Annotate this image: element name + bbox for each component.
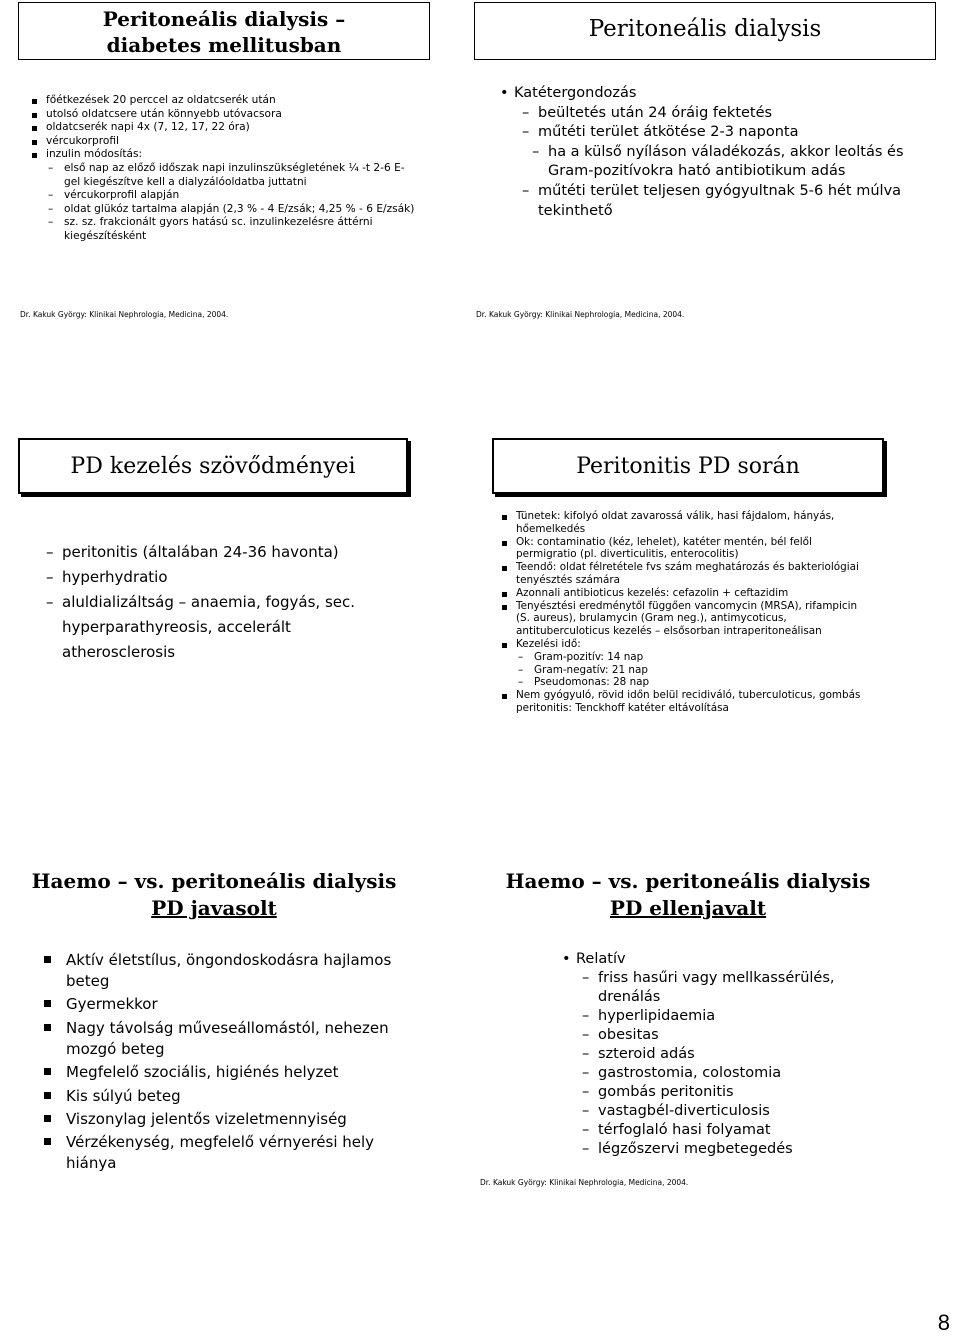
slide-title: Peritoneális dialysis bbox=[588, 16, 822, 42]
sub-list-item: – vastagbél-diverticulosis bbox=[598, 1102, 886, 1121]
slide-footer: Dr. Kakuk György: Klinikai Nephrologia, Medicina, 2004. bbox=[20, 310, 229, 319]
slide-pd-indicated bbox=[18, 866, 410, 1186]
slide-title-box bbox=[492, 438, 884, 494]
bullet-list bbox=[62, 540, 392, 665]
list-item: főétkezések 20 perccel az oldatcserék után bbox=[46, 94, 416, 108]
slide-title-box bbox=[18, 2, 430, 60]
sub-list-item: – műtéti terület átkötése 2-3 naponta bbox=[538, 123, 914, 143]
slide-footer: Dr. Kakuk György: Klinikai Nephrologia, Medicina, 2004. bbox=[476, 310, 685, 319]
sub-list-item: – oldat glükóz tartalma alapján (2,3 % - 4 E/zsák; 4,25 % - 6 E/zsák) bbox=[64, 203, 416, 217]
slide-title-box bbox=[18, 866, 410, 924]
sub-list-item: – obesitas bbox=[598, 1026, 886, 1045]
list-item: Megfelelő szociális, higiénés helyzet bbox=[66, 1062, 398, 1083]
slide-title-line2: PD ellenjavalt bbox=[609, 896, 767, 920]
list-item: Tünetek: kifolyó oldat zavarossá válik, hasi fájdalom, hányás, hőemelkedés bbox=[516, 510, 868, 536]
list-item: Nagy távolság műveseállomástól, nehezen mozgó beteg bbox=[66, 1018, 398, 1060]
sub-list-item: – Pseudomonas: 28 nap bbox=[534, 676, 868, 689]
slide-pd-catheter-care bbox=[474, 2, 936, 327]
slide-pd-contraindicated bbox=[478, 866, 898, 1186]
page-number: 8 bbox=[937, 1310, 950, 1335]
slide-pd-diabetes bbox=[18, 2, 430, 327]
sub-list-item: – térfoglaló hasi folyamat bbox=[598, 1121, 886, 1140]
slide-title-line1: Haemo – vs. peritoneális dialysis bbox=[505, 869, 871, 893]
slide-title: PD kezelés szövődményei bbox=[70, 454, 356, 479]
slide-footer: Dr. Kakuk György: Klinikai Nephrologia, Medicina, 2004. bbox=[480, 1178, 689, 1187]
sub-list-item: – Gram-negatív: 21 nap bbox=[534, 664, 868, 677]
list-item: Kezelési idő: bbox=[516, 638, 868, 651]
slide-title-line1: Haemo – vs. peritoneális dialysis bbox=[31, 869, 397, 893]
sub-list-item: – Gram-pozitív: 14 nap bbox=[534, 651, 868, 664]
list-item: Gyermekkor bbox=[66, 994, 398, 1015]
list-item: Ok: contaminatio (kéz, lehelet), katéter mentén, bél felől permigratio (pl. diverticulitis, enterocolitis) bbox=[516, 536, 868, 562]
list-item: Aktív életstílus, öngondoskodásra hajlamos beteg bbox=[66, 950, 398, 992]
sub-list-item: – gastrostomia, colostomia bbox=[598, 1064, 886, 1083]
sub-list-item: – légzőszervi megbetegedés bbox=[598, 1140, 886, 1159]
list-item: oldatcserék napi 4x (7, 12, 17, 22 óra) bbox=[46, 121, 416, 135]
sub-list-item: – vércukorprofil alapján bbox=[64, 189, 416, 203]
sub-list-item: – szteroid adás bbox=[598, 1045, 886, 1064]
slide-peritonitis bbox=[492, 438, 884, 738]
list-item: Azonnali antibioticus kezelés: cefazolin + ceftazidim bbox=[516, 587, 868, 600]
list-item: utolsó oldatcsere után könnyebb utóvacsora bbox=[46, 108, 416, 122]
slide-pd-complications bbox=[18, 438, 408, 738]
bullet-list bbox=[46, 94, 416, 244]
sub-list-item: – friss hasűri vagy mellkassérülés, drenálás bbox=[598, 969, 886, 1007]
list-item: Vérzékenység, megfelelő vérnyerési hely hiánya bbox=[66, 1132, 398, 1174]
slide-title-line2: diabetes mellitusban bbox=[106, 33, 342, 57]
list-item: Viszonylag jelentős vizeletmennyiség bbox=[66, 1109, 398, 1130]
list-item: inzulin módosítás: bbox=[46, 148, 416, 162]
sub-list-item: – gombás peritonitis bbox=[598, 1083, 886, 1102]
bullet-list bbox=[516, 510, 868, 715]
list-item: Kis súlyú beteg bbox=[66, 1086, 398, 1107]
slide-title-box bbox=[478, 866, 898, 924]
bullet-list bbox=[44, 950, 398, 1177]
list-item: – aluldializáltság – anaemia, fogyás, sec. hyperparathyreosis, accelerált atherosclerosis bbox=[62, 590, 392, 665]
slide-title-line1: Peritoneális dialysis – bbox=[102, 7, 346, 31]
list-item: vércukorprofil bbox=[46, 135, 416, 149]
sub-list-item: – első nap az előző időszak napi inzulinszükségletének ¼ -t 2-6 E-gel kiegészítve kell a dialyzálóoldatba juttatni bbox=[64, 162, 416, 189]
list-item: Teendő: oldat félretétele fvs szám meghatározás és bakteriológiai tenyésztés számára bbox=[516, 561, 868, 587]
sub-list-item: – beültetés után 24 óráig fektetés bbox=[538, 104, 914, 124]
list-item: • Relatív bbox=[576, 950, 886, 969]
list-item: Nem gyógyuló, rövid időn belül recidiváló, tuberculoticus, gombás peritonitis: Tenckhoff katéter eltávolítása bbox=[516, 689, 868, 715]
sub-list-item: – hyperlipidaemia bbox=[598, 1007, 886, 1026]
list-item: • Katétergondozás bbox=[514, 84, 914, 104]
slide-title-box bbox=[474, 2, 936, 60]
list-item: – peritonitis (általában 24-36 havonta) bbox=[62, 540, 392, 565]
slide-title-line2: PD javasolt bbox=[151, 896, 277, 920]
sub-list-item: – ha a külső nyíláson váladékozás, akkor leoltás és Gram-pozitívokra ható antibiotikum adás bbox=[548, 143, 914, 182]
bullet-list bbox=[576, 950, 886, 1159]
list-item: – hyperhydratio bbox=[62, 565, 392, 590]
sub-list-item: – műtéti terület teljesen gyógyultnak 5-6 hét múlva tekinthető bbox=[538, 182, 914, 221]
slide-title: Peritonitis PD során bbox=[576, 454, 800, 479]
slide-title-box bbox=[18, 438, 408, 494]
list-item: Tenyésztési eredménytől függően vancomycin (MRSA), rifampicin (S. aureus), brulamycin (Gram neg.), antimycoticus, antituberculoticus kezelés – elsősorban intraperitoneálisan bbox=[516, 600, 868, 638]
bullet-list bbox=[514, 84, 914, 221]
sub-list-item: – sz. sz. frakcionált gyors hatású sc. inzulinkezelésre áttérni kiegészítésként bbox=[64, 216, 416, 243]
